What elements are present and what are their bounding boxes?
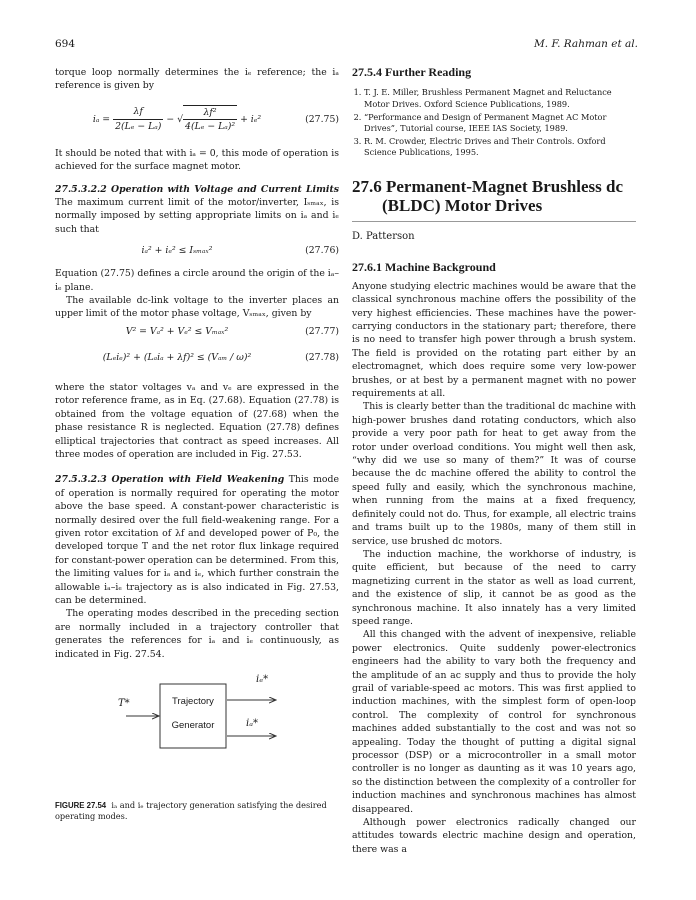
voltage-current-limits-text: The maximum current limit of the motor/inverter, Iₛₘₐₓ, is normally imposed by setting appropriate limits on iₐ and iₑ such that (55, 197, 339, 235)
block-label-line2: Generator (171, 720, 215, 731)
intro-paragraph: torque loop normally determines the iₑ reference; the iₐ reference is given by (55, 67, 339, 92)
eq75-lhs: iₐ = (92, 113, 111, 125)
voltage-current-limits-paragraph (55, 183, 339, 237)
stator-voltage-paragraph: where the stator voltages vₐ and vₑ are expressed in the rotor reference frame, as in Eq. (27.68). Equation (27.78) is obtained from the voltage equation of (27.68) when the phase resistance R is neglected. Equation (27.78) defines elliptical trajectories that contract as speed increases. All three modes of operation are included in Fig. 27.53. (55, 381, 339, 460)
equation-27-76 (55, 244, 339, 264)
reference-item: 1. T. J. E. Miller, Brushless Permanent Magnet and Reluctance Motor Drives. Oxford Science Publications, 1989. (364, 87, 636, 110)
trajectory-generator-diagram (96, 660, 336, 770)
subsection-heading-27-5-3-2-3: 27.5.3.2.3 Operation with Field Weakening (55, 474, 285, 486)
right-column (352, 66, 636, 856)
eq77-number: (27.77) (305, 325, 339, 337)
figure-caption (55, 800, 339, 823)
mb-paragraph-2: This is clearly better than the traditional dc machine with high-power brushes dand rotating conductors, which also provide a very poor path for heat to get away from the rotor under overload conditions. You might well then ask, “why did we use so many of them?” It was of course because the dc machine offered the ability to control the speed fully and easily, which the synchronous machine, when running from the mains at a fixed frequency, definitely could not do. Thus, for example, all electric trains and trams built up to the 1980s, many of them still in service, use brushed dc motors. (352, 401, 636, 547)
eq75-frac1-num: λf (113, 105, 163, 119)
mb-paragraph-5: Although power electronics radically changed our attitudes towards electric machine design and operation, there was a (352, 817, 636, 855)
page-number: 694 (55, 38, 76, 50)
eq75-minus: − (166, 113, 175, 125)
eq76-number: (27.76) (305, 245, 339, 257)
equation-27-77 (55, 325, 339, 345)
left-column (55, 66, 339, 661)
chapter-heading-line2: (BLDC) Motor Drives (382, 195, 543, 215)
mb-paragraph-1: Anyone studying electric machines would be aware that the classical synchronous machine offers the possibility of the very highest efficiencies. These machines have the power-carrying conductors in the stationary part; therefore, there is no need to transfer high power through a brush system. The field is provided on the rotating part either by an electromagnet, which does require some very low-power brushes, or at best by a permanent magnet with no power requirements at all. (352, 280, 636, 400)
note-paragraph: It should be noted that with iₐ = 0, this mode of operation is achieved for the surface magnet motor. (55, 147, 339, 173)
mb-paragraph-4: All this changed with the advent of inexpensive, reliable power electronics. Quite suddenly power-electronics engineers had the ability to vary both the frequency and the amplitude of an ac supply and thus to provide the holy grail of variable-speed ac motors. This was first applied to induction machines, with the simplest form of open-loop control. The complexity of control for synchronous machines added substantially to the cost and was not so appealing. Today the thought of putting a digital signal processor (DSP) or a microcontroller in a small motor controller is no longer as daunting as it was 10 years ago, so the distinction between the complexity of a controller for induction machines and synchronous machines has almost disappeared. (352, 629, 636, 815)
machine-background-heading: 27.6.1 Machine Background (352, 260, 496, 275)
reference-item: 3. R. M. Crowder, Electric Drives and Their Controls. Oxford Science Publications, 1995. (364, 136, 636, 159)
field-weakening-text: This mode of operation is normally required for operating the motor above the base speed. A constant-power characteristic is normally desired over the full field-weakening range. For a given rotor excitation of λf and developed power of P₀, the developed torque T and the net rotor flux linkage required for constant-power operation can be determined. From this, the limiting values for iₐ and iₑ, which further constrain the allowable iₐ–iₑ trajectory as is also indicated in Fig. 27.53, can be determined. (55, 474, 339, 606)
eq75-frac1-den: 2(Lₑ − Lₐ) (115, 120, 162, 132)
references-list (352, 87, 636, 159)
diagram-svg (96, 660, 336, 770)
trajectory-generator-block (160, 684, 226, 748)
eq75-frac2-den: 4(Lₑ − Lₐ)² (185, 121, 236, 133)
block-label-line1: Trajectory (172, 696, 214, 707)
output-q-label: iₑ* (256, 674, 269, 685)
eq75-tail: + iₑ² (240, 113, 262, 125)
reference-item: 2. “Performance and Design of Permanent Magnet AC Motor Drives”, Tutorial course, IEEE IAS Society, 1989. (364, 112, 636, 135)
chapter-heading-line1: 27.6 Permanent-Magnet Brushless dc (352, 176, 624, 196)
equation-27-78 (55, 345, 339, 381)
running-title: M. F. Rahman et al. (534, 38, 638, 50)
author: D. Patterson (352, 230, 415, 242)
eq76-text: iₐ² + iₑ² ≤ Iₛₘₐₓ² (141, 245, 213, 257)
output-d-label: iₐ* (246, 718, 258, 729)
further-reading-heading: 27.5.4 Further Reading (352, 65, 472, 79)
caption-text: iₐ and iₑ trajectory generation satisfying the desired operating modes. (55, 800, 327, 822)
chapter-heading (352, 177, 636, 215)
eq78-number: (27.78) (305, 351, 339, 363)
equation-27-75: iₐ = $\frac{\lambda f}{\text{2(Lₑ − Lₐ)}}$ − √ $\frac{\text{λf²}}{\text{4(Lₑ − Lₐ)²}}$ + iₑ² (27.75) (92, 106, 339, 133)
input-label: T* (118, 698, 130, 709)
eq78-text: (Lₑiₑ)² + (Lₐiₐ + λf)² ≤ (Vₐₘ / ω)² (102, 351, 252, 363)
trajectory-controller-paragraph: The operating modes described in the preceding section are normally included in a trajectory controller that generates the references for iₐ and iₑ continuously, as indicated in Fig. 27.54. (55, 608, 339, 660)
mb-paragraph-3: The induction machine, the workhorse of industry, is quite efficient, but because of the need to carry magnetizing current in the stator as well as load current, and the existence of slip, it cannot be as good as the synchronous machine. It also innately has a very limited speed range. (352, 548, 636, 627)
eq77-text: V² = Vₐ² + Vₑ² ≤ Vₘₐₓ² (125, 325, 229, 337)
heading-divider (352, 221, 636, 222)
eq75-number: (27.75) (305, 113, 339, 125)
circle-paragraph: Equation (27.75) defines a circle around the origin of the iₐ–iₑ plane. (55, 268, 339, 293)
caption-label: FIGURE 27.54 (55, 801, 107, 810)
dc-link-paragraph: The available dc-link voltage to the inverter places an upper limit of the motor phase voltage, Vₛₘₐₓ, given by (55, 295, 339, 320)
eq75-frac2-num: λf² (183, 106, 237, 120)
subsection-heading-27-5-3-2-2: 27.5.3.2.2 Operation with Voltage and Current Limits (55, 183, 339, 195)
field-weakening-paragraph (55, 473, 339, 607)
